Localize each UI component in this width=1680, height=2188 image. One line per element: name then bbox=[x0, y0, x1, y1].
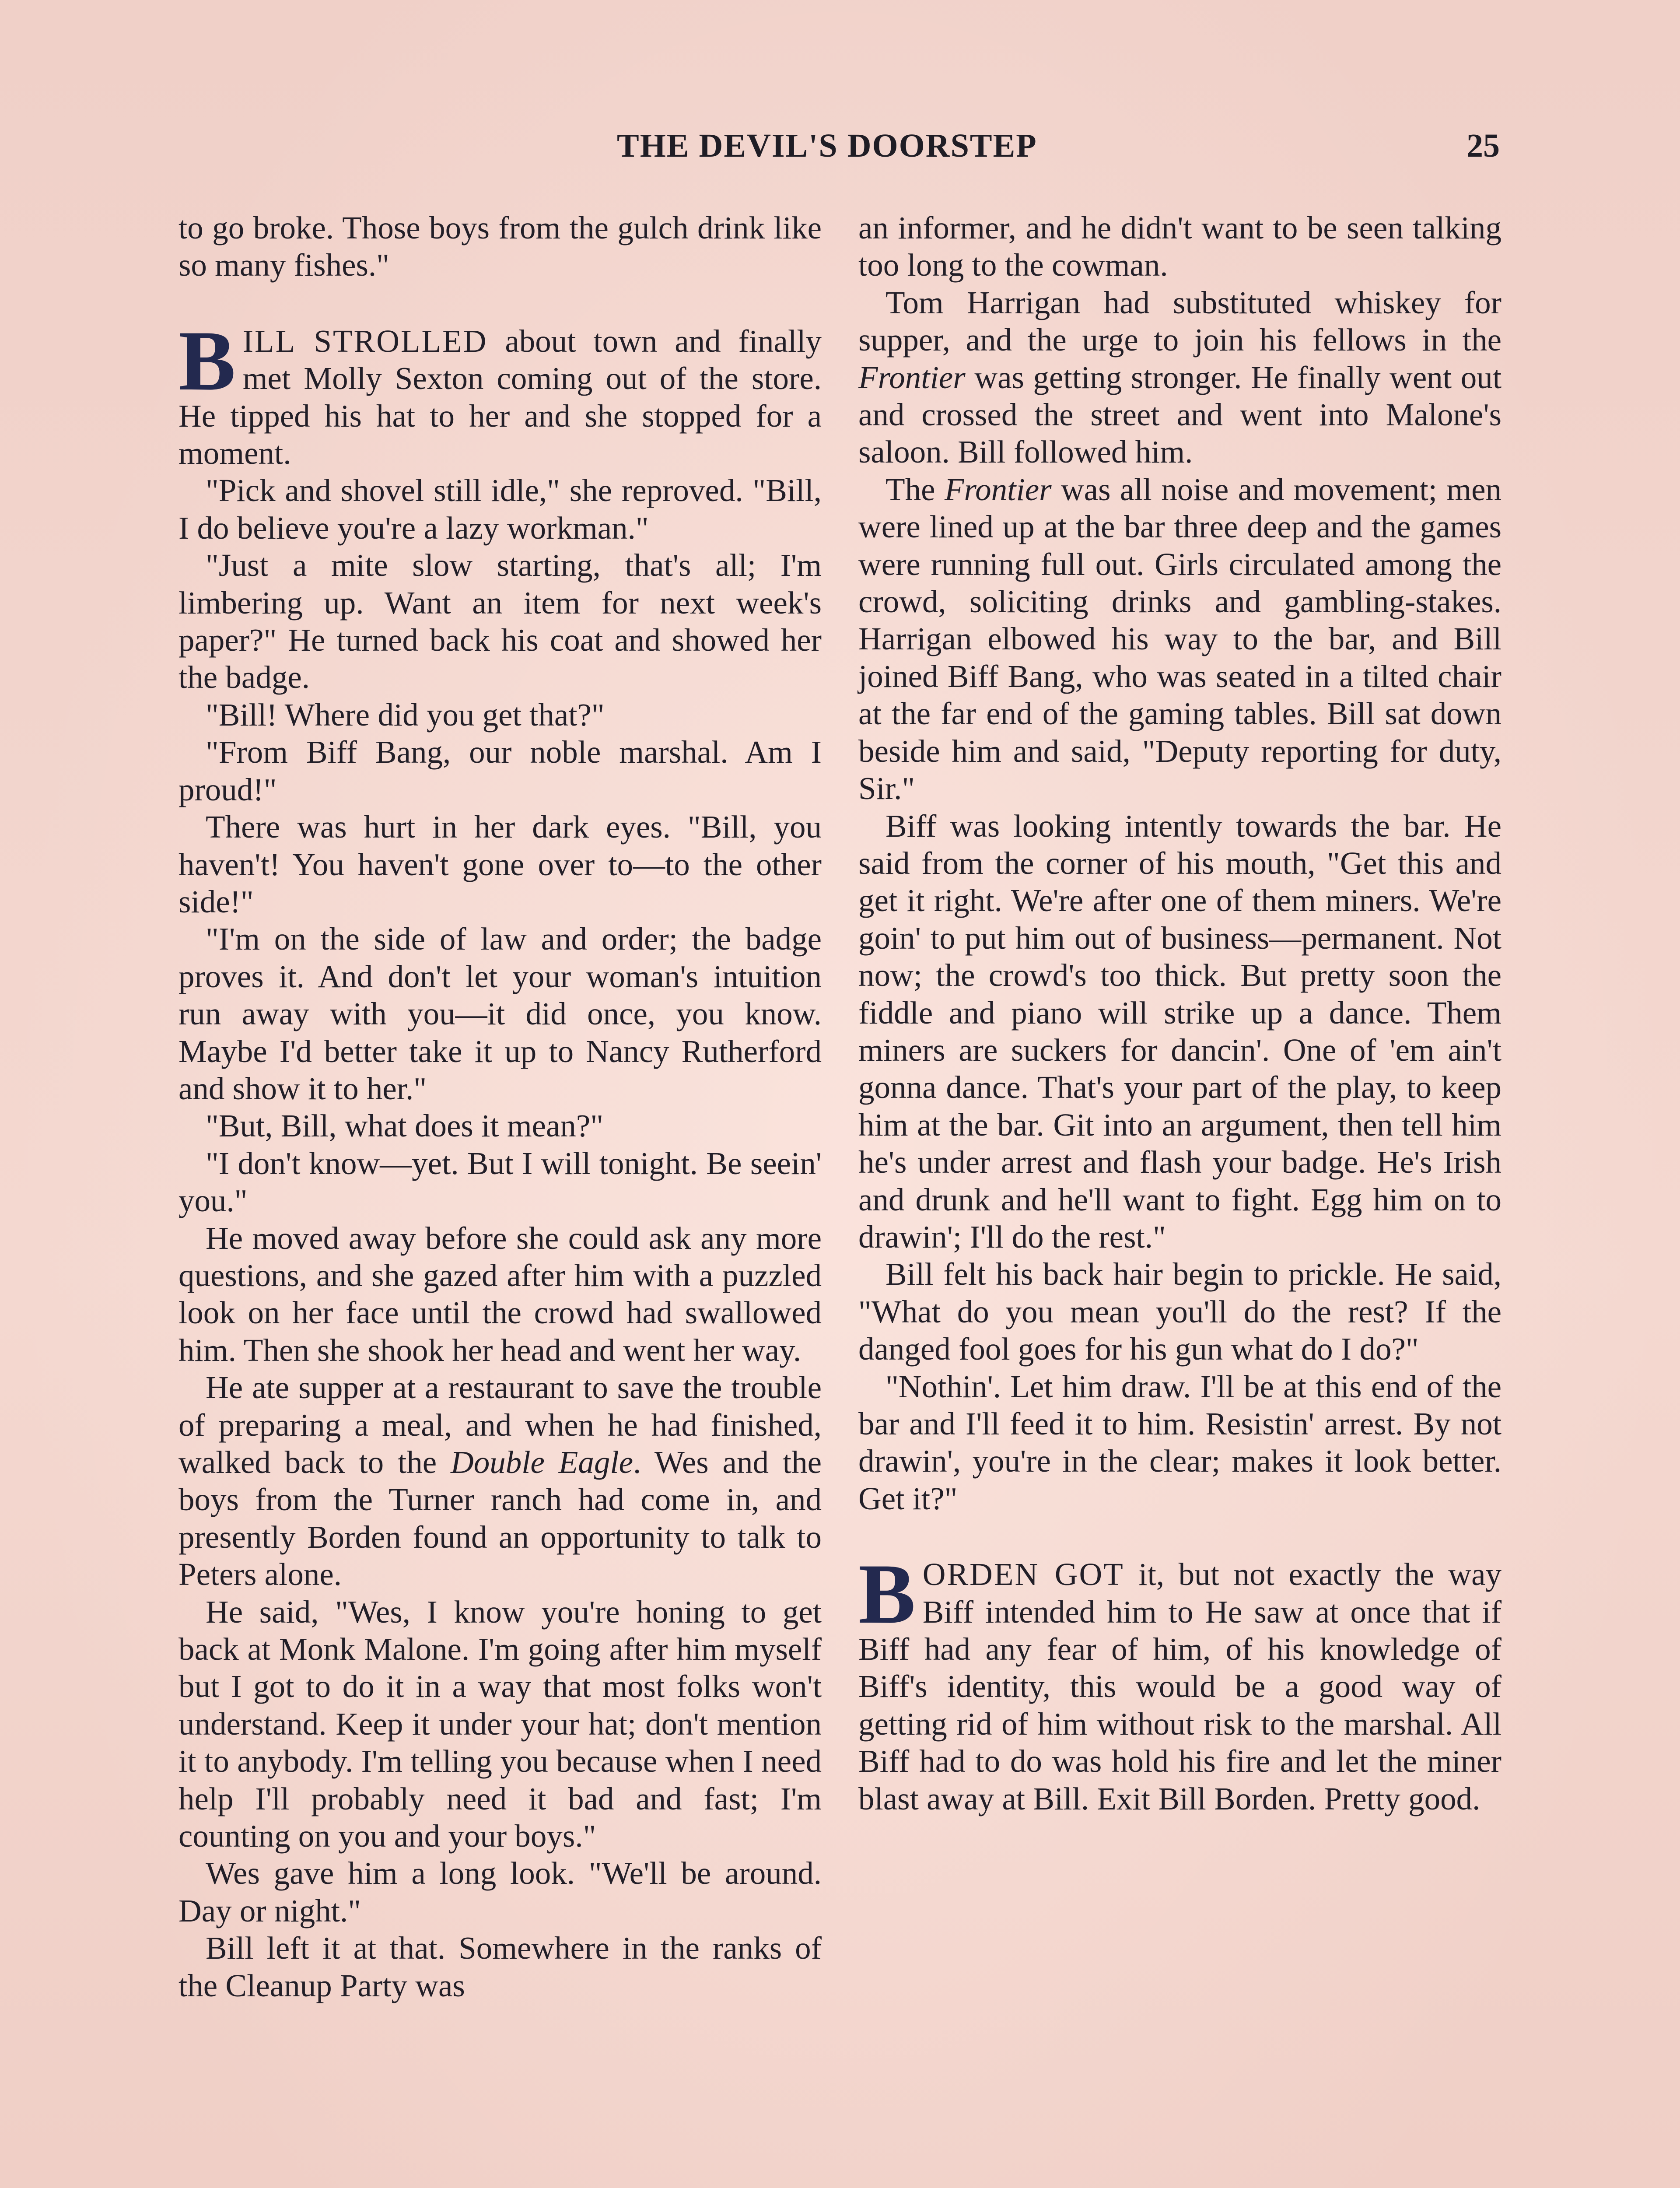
paragraph: "From Biff Bang, our noble marshal. Am I proud!" bbox=[178, 734, 822, 807]
paragraph: He said, "Wes, I know you're honing to get back at Monk Malone. I'm going after him myself but I got to do it in a way that most folks won't understand. Keep it under your hat; don't mention it to anybody. I'm telling you because when I need help I'll probably need it bad and fast; I'm counting on you and your boys." bbox=[178, 1594, 822, 1854]
paragraph: Bill felt his back hair begin to prickle. He said, "What do you mean you'll do the rest? If the danged fool goes for his gun what do I do?" bbox=[858, 1256, 1502, 1367]
left-column bbox=[178, 209, 822, 2004]
paragraph: "Just a mite slow starting, that's all; I'm limbering up. Want an item for next week's paper?" He turned back his coat and showed her the badge. bbox=[178, 547, 822, 695]
paragraph-text: about town and finally met Molly Sexton coming out of the store. He tipped his hat to her and she stopped for a moment. bbox=[178, 323, 822, 471]
paragraph-text: was getting stronger. He finally went out and crossed the street and went into Malone's saloon. Bill followed him. bbox=[858, 359, 1502, 470]
paragraph: "I'm on the side of law and order; the badge proves it. And don't let your woman's intuition run away with you—it did once, you know. Maybe I'd better take it up to Nancy Rutherford and show it to her." bbox=[178, 921, 822, 1106]
paragraph-text: it, but not exactly the way Biff intended him to He saw at once that if Biff had any fear of him, of his knowledge of Biff's identity, this would be a good way of getting rid of him without risk to the marshal. All Biff had to do was hold his fire and let the miner blast away at Bill. Exit Bill Borden. Pretty good. bbox=[858, 1557, 1502, 1816]
paragraph: Bill left it at that. Somewhere in the ranks of the Cleanup Party was bbox=[178, 1930, 822, 2003]
page-number: 25 bbox=[1466, 127, 1500, 164]
italic-name: Double Eagle bbox=[451, 1445, 634, 1480]
small-caps-lead: ORDEN GOT bbox=[922, 1557, 1124, 1592]
small-caps-lead: ILL STROLLED bbox=[242, 323, 488, 359]
paragraph: He moved away before she could ask any more questions, and she gazed after him with a puzzled look on her face until the crowd had swallowed him. Then she shook her head and went her way. bbox=[178, 1220, 822, 1368]
paragraph bbox=[858, 471, 1502, 807]
paragraph: "Pick and shovel still idle," she reproved. "Bill, I do believe you're a lazy workman." bbox=[178, 473, 822, 546]
drop-cap: B bbox=[178, 313, 236, 408]
paragraph: "But, Bill, what does it mean?" bbox=[206, 1108, 604, 1144]
paragraph: There was hurt in her dark eyes. "Bill, you haven't! You haven't gone over to—to the other side!" bbox=[178, 809, 822, 919]
paragraph: Wes gave him a long look. "We'll be around. Day or night." bbox=[178, 1855, 822, 1929]
paragraph: "I don't know—yet. But I will tonight. Be seein' you." bbox=[178, 1145, 822, 1219]
paragraph bbox=[858, 284, 1502, 471]
paragraph-text: The bbox=[886, 471, 945, 507]
italic-name: Frontier bbox=[858, 359, 966, 395]
paragraph: Biff was looking intently towards the bar. He said from the corner of his mouth, "Get this and get it right. We're after one of them miners. We're goin' to put him out of business—permanent. Not now; the crowd's too thick. But pretty soon the fiddle and piano will strike up a dance. Them miners are suckers for dancin'. One of 'em ain't gonna dance. That's your part of the play, to keep him at the bar. Git into an argument, then tell him he's under arrest and flash your badge. He's Irish and drunk and he'll want to fight. Egg him on to drawin'; I'll do the rest." bbox=[858, 808, 1502, 1255]
paragraph-text: . Wes and the boys from the Turner ranch had come in, and presently Borden found an opportunity to talk to Peters alone. bbox=[178, 1445, 822, 1592]
paragraph: "Bill! Where did you get that?" bbox=[206, 697, 605, 733]
section-opening-paragraph bbox=[858, 1546, 1502, 1817]
paragraph-text: was all noise and movement; men were lined up at the bar three deep and the games were running full out. Girls circulated among the crowd, soliciting drinks and gambling-stakes. Harrigan elbowed his way to the bar, and Bill joined Biff Bang, who was seated in a tilted chair at the far end of the gaming tables. Bill sat down beside him and said, "Deputy reporting for duty, Sir." bbox=[858, 471, 1502, 806]
paragraph: "Nothin'. Let him draw. I'll be at this end of the bar and I'll feed it to him. Resistin' arrest. By not drawin', you're in the clear; makes it look better. Get it?" bbox=[858, 1368, 1502, 1516]
paragraph: to go broke. Those boys from the gulch drink like so many fishes." bbox=[178, 210, 822, 283]
italic-name: Frontier bbox=[944, 471, 1052, 507]
running-head-title: THE DEVIL'S DOORSTEP bbox=[617, 127, 1037, 164]
paragraph bbox=[178, 1369, 822, 1593]
paragraph: an informer, and he didn't want to be seen talking too long to the cowman. bbox=[858, 210, 1502, 283]
right-column bbox=[858, 209, 1502, 1817]
paragraph-text: He ate supper at a restaurant to save the trouble of preparing a meal, and when he had finished, walked back to the bbox=[178, 1370, 822, 1480]
paragraph-text: Tom Harrigan had substituted whiskey for supper, and the urge to join his fellows in the bbox=[858, 284, 1502, 358]
drop-cap: B bbox=[858, 1546, 916, 1642]
section-opening-paragraph bbox=[178, 313, 822, 472]
